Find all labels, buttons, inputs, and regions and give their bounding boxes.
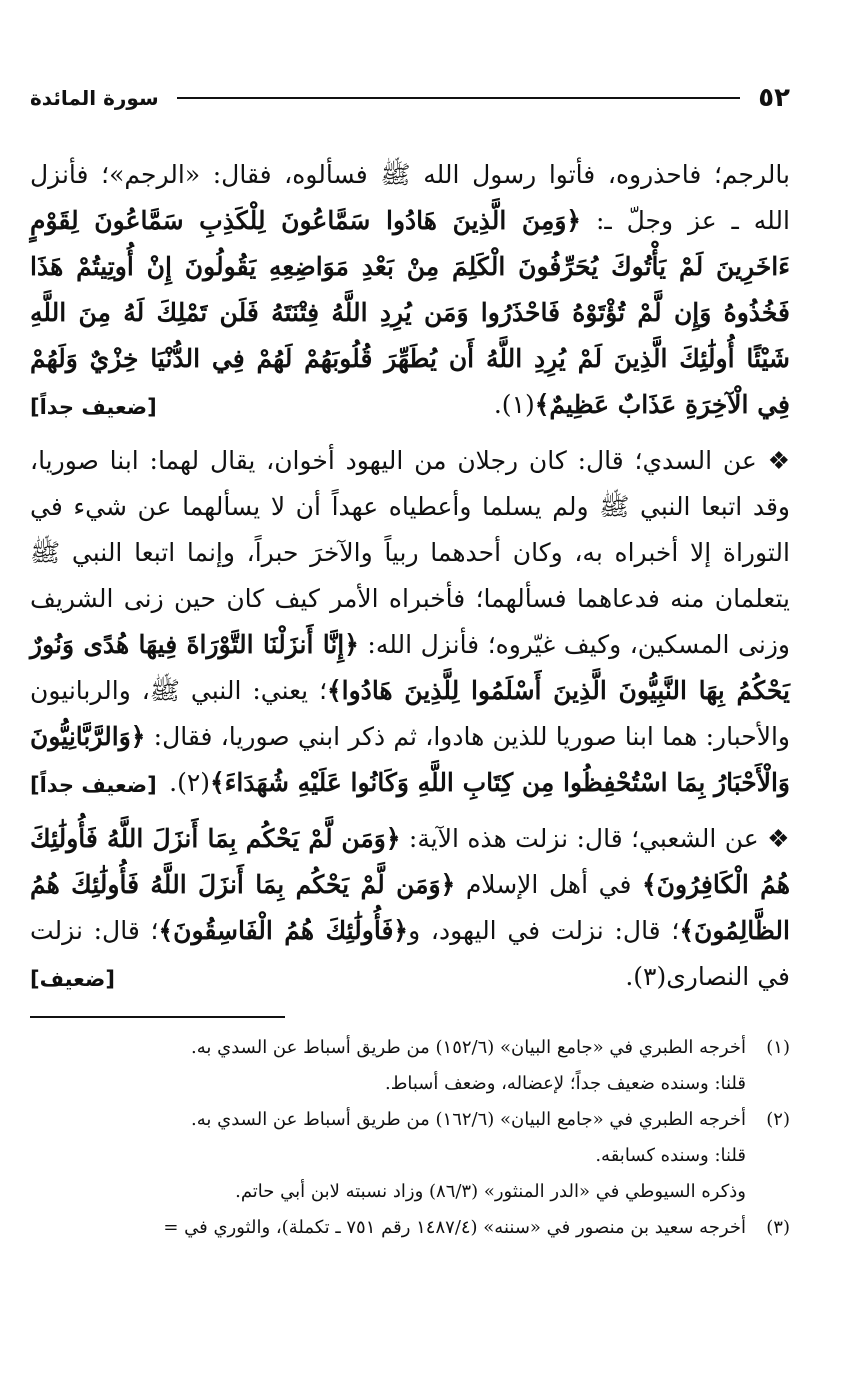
footnote-text: أخرجه الطبري في «جامع البيان» (١٥٢/٦) من طريق أسباط عن السدي به.: [191, 1037, 746, 1058]
footnote-number: (١): [766, 1037, 790, 1058]
footnotes: [30, 1030, 790, 1246]
page-number: ٥٢: [758, 83, 790, 113]
hadith-grade: [ضعيف]: [30, 967, 115, 991]
footnote-text: أخرجه الطبري في «جامع البيان» (١٦٢/٦) من طريق أسباط عن السدي به.: [191, 1109, 746, 1130]
paragraph-1: بالرجم؛ فاحذروه، فأتوا رسول الله ﷺ فسألوه، فقال: «الرجم»؛ فأنزل الله ـ عز وجلّ ـ: ﴿وَمِنَ الَّذِينَ هَادُوا سَمَّاعُونَ لِلْكَذِبِ سَمَّاعُونَ لِقَوْمٍ ءَاخَرِينَ لَمْ يَأْتُوكَ يُحَرِّفُونَ الْكَلِمَ مِنْ بَعْدِ مَوَاضِعِهِ يَقُولُونَ إِنْ أُوتِيتُمْ هَذَا فَخُذُوهُ وَإِن لَّمْ تُؤْتَوْهُ فَاحْذَرُوا وَمَن يُرِدِ اللَّهُ فِتْنَتَهُ فَلَن تَمْلِكَ لَهُ مِنَ اللَّهِ شَيْئًا أُولَٰئِكَ الَّذِينَ لَمْ يُرِدِ اللَّهُ أَن يُطَهِّرَ قُلُوبَهُمْ لَهُمْ فِي الدُّنْيَا خِزْيٌ وَلَهُمْ فِي الْآخِرَةِ عَذَابٌ عَظِيمٌ﴾(١). [ضعيف جداً]: [30, 152, 790, 428]
footnote-text: أخرجه سعيد بن منصور في «سننه» (١٤٨٧/٤ رقم ٧٥١ ـ تكملة)، والثوري في =: [163, 1217, 746, 1238]
quran-verse: ﴿وَمِنَ الَّذِينَ هَادُوا سَمَّاعُونَ لِلْكَذِبِ سَمَّاعُونَ لِقَوْمٍ ءَاخَرِينَ لَمْ يَأْتُوكَ يُحَرِّفُونَ الْكَلِمَ مِنْ بَعْدِ مَوَاضِعِهِ يَقُولُونَ إِنْ أُوتِيتُمْ هَذَا فَخُذُوهُ وَإِن لَّمْ تُؤْتَوْهُ فَاحْذَرُوا وَمَن يُرِدِ اللَّهُ فِتْنَتَهُ فَلَن تَمْلِكَ لَهُ مِنَ اللَّهِ شَيْئًا أُولَٰئِكَ الَّذِينَ لَمْ يُرِدِ اللَّهُ أَن يُطَهِّرَ قُلُوبَهُمْ لَهُمْ فِي الدُّنْيَا خِزْيٌ وَلَهُمْ فِي الْآخِرَةِ عَذَابٌ عَظِيمٌ﴾: [30, 206, 790, 419]
header-rule: [177, 97, 741, 99]
quran-verse: ﴿إِنَّا أَنزَلْنَا التَّوْرَاةَ فِيهَا هُدًى وَنُورٌ يَحْكُمُ بِهَا النَّبِيُّونَ الَّذِينَ أَسْلَمُوا لِلَّذِينَ هَادُوا﴾: [30, 630, 790, 705]
hadith-grade: [ضعيف جداً]: [30, 773, 157, 797]
footnote-note: قلنا: وسنده ضعيف جداً؛ لإعضاله، وضعف أسباط.: [385, 1073, 746, 1094]
page-header: [30, 78, 790, 118]
paragraph-3: ❖ عن الشعبي؛ قال: نزلت هذه الآية: ﴿وَمَن لَّمْ يَحْكُم بِمَا أَنزَلَ اللَّهُ فَأُولَٰئِكَ هُمُ الْكَافِرُونَ﴾ في أهل الإسلام ﴿وَمَن لَّمْ يَحْكُم بِمَا أَنزَلَ اللَّهُ فَأُولَٰئِكَ هُمُ الظَّالِمُونَ﴾؛ قال: نزلت في اليهود، و﴿فَأُولَٰئِكَ هُمُ الْفَاسِقُونَ﴾؛ قال: نزلت في النصارى(٣). [ضعيف]: [30, 816, 790, 1000]
footnote-divider: [30, 1016, 285, 1018]
quran-verse: ﴿وَمَن لَّمْ يَحْكُم بِمَا أَنزَلَ اللَّهُ فَأُولَٰئِكَ هُمُ الْكَافِرُونَ﴾: [30, 824, 790, 899]
body-text: [30, 152, 790, 1000]
footnote-1: [30, 1030, 790, 1066]
footnote-3: [30, 1210, 790, 1246]
paragraph-2: ❖ عن السدي؛ قال: كان رجلان من اليهود أخوان، يقال لهما: ابنا صوريا، وقد اتبعا النبي ﷺ ولم يسلما وأعطياه عهداً أن لا يسألهما عن شيء في التوراة إلا أخبراه به، وكان أحدهما ربياً والآخرَ حبراً، وإنما اتبعا النبي ﷺ يتعلمان منه فدعاهما فسألهما؛ فأخبراه الأمر كيف كان حين زنى الشريف وزنى المسكين، وكيف غيّروه؛ فأنزل الله: ﴿إِنَّا أَنزَلْنَا التَّوْرَاةَ فِيهَا هُدًى وَنُورٌ يَحْكُمُ بِهَا النَّبِيُّونَ الَّذِينَ أَسْلَمُوا لِلَّذِينَ هَادُوا﴾؛ يعني: النبي ﷺ، والربانيون والأحبار: هما ابنا صوريا للذين هادوا، ثم ذكر ابني صوريا، فقال: ﴿وَالرَّبَّانِيُّونَ وَالْأَحْبَارُ بِمَا اسْتُحْفِظُوا مِن كِتَابِ اللَّهِ وَكَانُوا عَلَيْهِ شُهَدَاءَ﴾(٢). [ضعيف جداً]: [30, 438, 790, 806]
page: [30, 78, 790, 1246]
hadith-grade: [ضعيف جداً]: [30, 395, 157, 419]
footnote-number: (٢): [766, 1109, 790, 1130]
surah-name: سورة المائدة: [30, 86, 159, 110]
quran-verse: ﴿فَأُولَٰئِكَ هُمُ الْفَاسِقُونَ﴾: [158, 916, 409, 945]
footnote-number: (٣): [766, 1217, 790, 1238]
footnote-note: قلنا: وسنده كسابقه.: [595, 1145, 746, 1166]
quran-verse: ﴿وَمَن لَّمْ يَحْكُم بِمَا أَنزَلَ اللَّهُ فَأُولَٰئِكَ هُمُ الظَّالِمُونَ﴾: [30, 870, 790, 945]
footnote-2: [30, 1102, 790, 1138]
footnote-note: وذكره السيوطي في «الدر المنثور» (٨٦/٣) وزاد نسبته لابن أبي حاتم.: [235, 1181, 746, 1202]
quran-verse: ﴿وَالرَّبَّانِيُّونَ وَالْأَحْبَارُ بِمَا اسْتُحْفِظُوا مِن كِتَابِ اللَّهِ وَكَانُوا عَلَيْهِ شُهَدَاءَ﴾: [30, 722, 790, 797]
